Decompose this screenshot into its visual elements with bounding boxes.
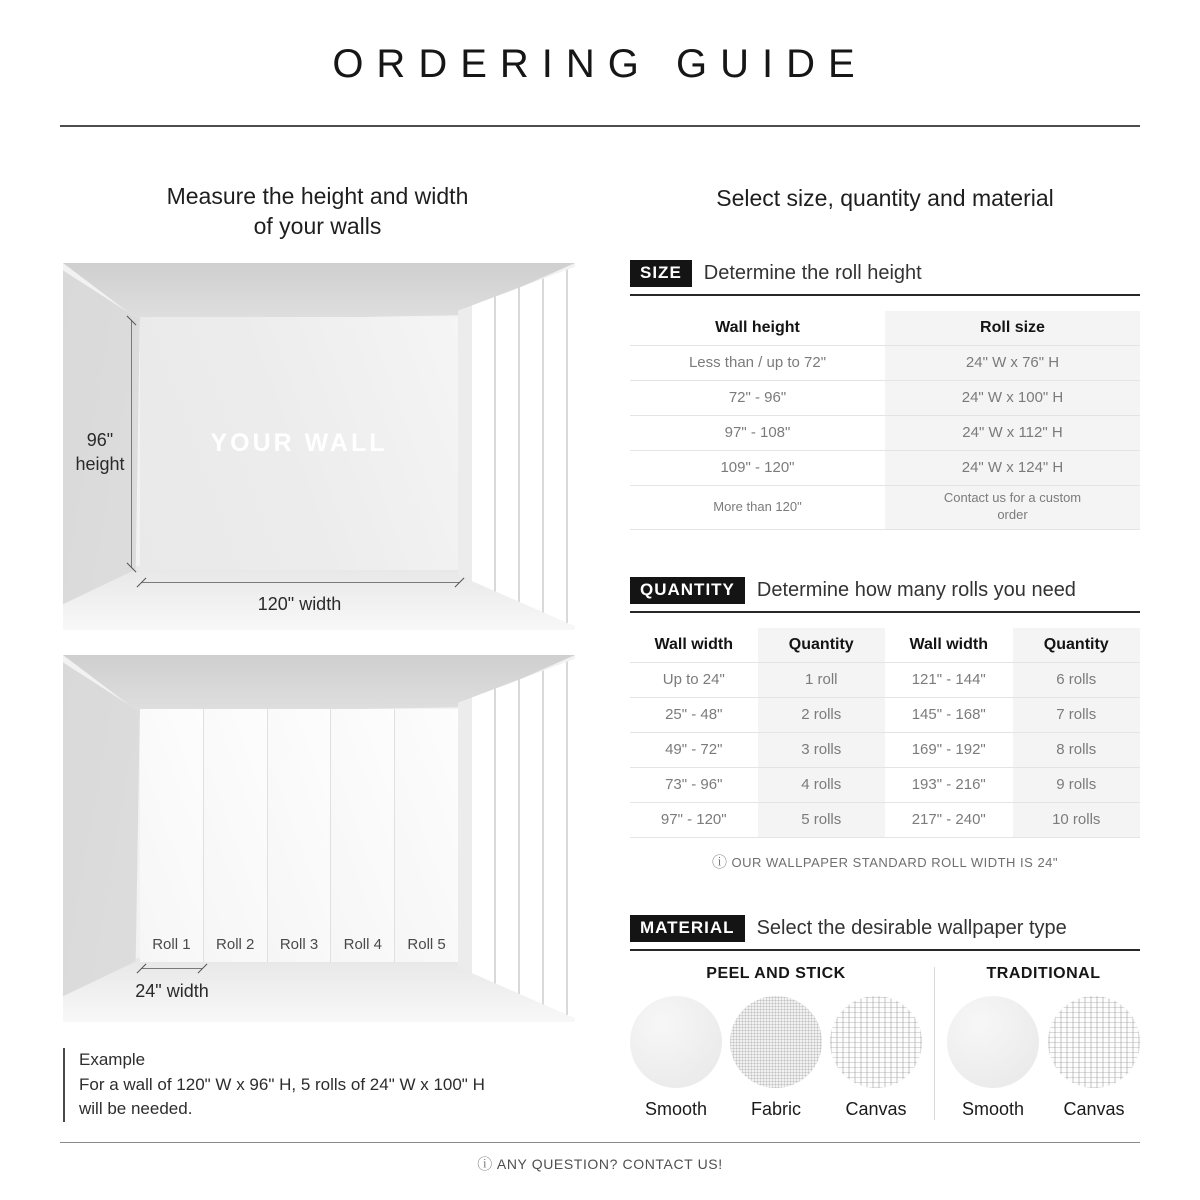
table-row (630, 450, 1140, 485)
size-col-wall-height: Wall height (630, 311, 885, 345)
measure-walls-heading-line1: Measure the height and width (166, 183, 469, 209)
footer-contact-note (0, 1153, 1200, 1174)
smooth-texture-swatch (947, 996, 1039, 1088)
quantity-value: 8 rolls (1013, 732, 1141, 767)
wall-width-range: 97" - 120" (630, 802, 758, 837)
quantity-value: 1 roll (758, 662, 886, 697)
window-panes (472, 655, 575, 1022)
quantity-col-quantity: Quantity (758, 628, 886, 662)
table-row (630, 732, 1140, 767)
wall-width-label: 120" width (257, 594, 342, 614)
roll-size-value: 24" W x 112" H (885, 415, 1140, 450)
table-row (630, 662, 1140, 697)
wall-height-range: 97" - 108" (630, 415, 885, 450)
material-subtitle: Select the desirable wallpaper type (756, 917, 1067, 939)
wall-height-range: More than 120" (630, 485, 885, 529)
wall-height-word: height (75, 454, 125, 475)
material-option-smooth (630, 996, 722, 1120)
page-title: ORDERING GUIDE (332, 42, 868, 86)
roll-panel-label: Roll 4 (343, 936, 382, 953)
roll-panel-label: Roll 1 (152, 936, 191, 953)
table-row (630, 802, 1140, 837)
wall-height-range: 109" - 120" (630, 450, 885, 485)
wall-width-range: 169" - 192" (885, 732, 1013, 767)
canvas-texture-swatch (830, 996, 922, 1088)
footer-divider (60, 1142, 1140, 1143)
quantity-table (630, 628, 1140, 838)
material-option-fabric (730, 996, 822, 1120)
wall-width-range: Up to 24" (630, 662, 758, 697)
quantity-value: 7 rolls (1013, 697, 1141, 732)
roll-size-value: 24" W x 76" H (885, 345, 1140, 380)
room-window (458, 263, 575, 630)
window-panes (472, 263, 575, 630)
custom-order-note: Contact us for a custom order (943, 490, 1082, 522)
roll-panel (395, 709, 458, 962)
material-group-title: TRADITIONAL (986, 965, 1101, 982)
quantity-value: 3 rolls (758, 732, 886, 767)
height-dimension-line (131, 320, 132, 568)
table-row (630, 697, 1140, 732)
material-badge: MATERIAL (630, 915, 745, 942)
example-line1: For a wall of 120" W x 96" H, 5 rolls of 24" W x 100" H (79, 1074, 485, 1094)
quantity-value: 10 rolls (1013, 802, 1141, 837)
material-group-title: PEEL AND STICK (706, 965, 846, 982)
material-group-traditional (947, 965, 1140, 1120)
smooth-texture-swatch (630, 996, 722, 1088)
wall-width-range: 25" - 48" (630, 697, 758, 732)
room-illustration-measure (63, 263, 575, 630)
fabric-texture-swatch (730, 996, 822, 1088)
material-swatches (630, 996, 922, 1120)
material-option-label: Fabric (750, 1099, 801, 1119)
material-option-canvas (1048, 996, 1140, 1120)
info-icon: ⓘ (711, 853, 728, 871)
roll-size-value: 24" W x 100" H (885, 380, 1140, 415)
roll-panel (204, 709, 268, 962)
wall-height-range: Less than / up to 72" (630, 345, 885, 380)
table-row (630, 345, 1140, 380)
title-divider (60, 125, 1140, 127)
quantity-section-header (630, 577, 1140, 613)
roll-width-dimension-line (141, 968, 203, 969)
material-option-smooth (947, 996, 1039, 1120)
quantity-table-header-row (630, 628, 1140, 662)
wall-width-range: 121" - 144" (885, 662, 1013, 697)
material-option-label: Canvas (845, 1099, 907, 1119)
material-option-canvas (830, 996, 922, 1120)
material-section-header (630, 915, 1140, 951)
wall-width-range: 217" - 240" (885, 802, 1013, 837)
measure-walls-heading-line2: of your walls (253, 213, 382, 240)
roll-panel (140, 709, 204, 962)
size-table (630, 311, 1140, 530)
quantity-value: 6 rolls (1013, 662, 1141, 697)
quantity-subtitle: Determine how many rolls you need (756, 579, 1076, 601)
wall-width-range: 193" - 216" (885, 767, 1013, 802)
wall-height-value: 96" (86, 430, 114, 450)
table-row (630, 380, 1140, 415)
room-illustration-rolls (63, 655, 575, 1022)
table-row (630, 415, 1140, 450)
roll-width-note (630, 851, 1140, 872)
size-section-header (630, 260, 1140, 296)
room-window (458, 655, 575, 1022)
example-line2: will be needed. (79, 1099, 193, 1119)
table-row (630, 767, 1140, 802)
roll-panel-label: Roll 2 (216, 936, 255, 953)
quantity-badge: QUANTITY (630, 577, 745, 604)
roll-panel-label: Roll 5 (407, 936, 446, 953)
footer-contact-text: ANY QUESTION? CONTACT US! (496, 1156, 723, 1172)
measure-walls-heading (60, 181, 575, 242)
material-option-label: Smooth (644, 1099, 708, 1119)
roll-panel (268, 709, 332, 962)
size-table-header-row (630, 311, 1140, 345)
size-badge: SIZE (630, 260, 692, 287)
quantity-col-quantity: Quantity (1013, 628, 1141, 662)
material-section (630, 915, 1140, 1120)
roll-width-label: 24" width (135, 981, 209, 1001)
your-wall-surface (140, 317, 458, 570)
size-col-roll-size: Roll size (885, 311, 1140, 345)
select-options-heading: Select size, quantity and material (716, 185, 1054, 211)
info-icon: ⓘ (477, 1156, 493, 1173)
material-groups (630, 965, 1140, 1120)
canvas-texture-swatch (1048, 996, 1140, 1088)
quantity-section (630, 577, 1140, 872)
roll-width-note-text: OUR WALLPAPER STANDARD ROLL WIDTH IS 24" (731, 854, 1059, 870)
material-groups-divider (934, 967, 935, 1120)
table-row (630, 485, 1140, 529)
material-option-label: Smooth (961, 1099, 1025, 1119)
roll-size-value (885, 485, 1140, 529)
quantity-col-wall-width: Wall width (630, 628, 758, 662)
wall-width-range: 145" - 168" (885, 697, 1013, 732)
quantity-value: 5 rolls (758, 802, 886, 837)
example-block (63, 1048, 573, 1122)
roll-panels (140, 709, 458, 962)
quantity-value: 4 rolls (758, 767, 886, 802)
wall-height-range: 72" - 96" (630, 380, 885, 415)
roll-size-value: 24" W x 124" H (885, 450, 1140, 485)
example-title: Example (79, 1050, 146, 1069)
quantity-value: 9 rolls (1013, 767, 1141, 802)
size-subtitle: Determine the roll height (703, 262, 922, 284)
roll-panel-label: Roll 3 (279, 936, 319, 953)
size-section (630, 260, 1140, 530)
roll-panel (331, 709, 395, 962)
your-wall-label: YOUR WALL (210, 429, 388, 457)
wall-height-label (71, 428, 129, 477)
material-swatches (947, 996, 1140, 1120)
quantity-value: 2 rolls (758, 697, 886, 732)
width-dimension-line (141, 582, 460, 583)
wall-width-range: 49" - 72" (630, 732, 758, 767)
material-group-peel-and-stick (630, 965, 922, 1120)
wall-width-range: 73" - 96" (630, 767, 758, 802)
material-option-label: Canvas (1063, 1099, 1125, 1119)
quantity-col-wall-width: Wall width (885, 628, 1013, 662)
